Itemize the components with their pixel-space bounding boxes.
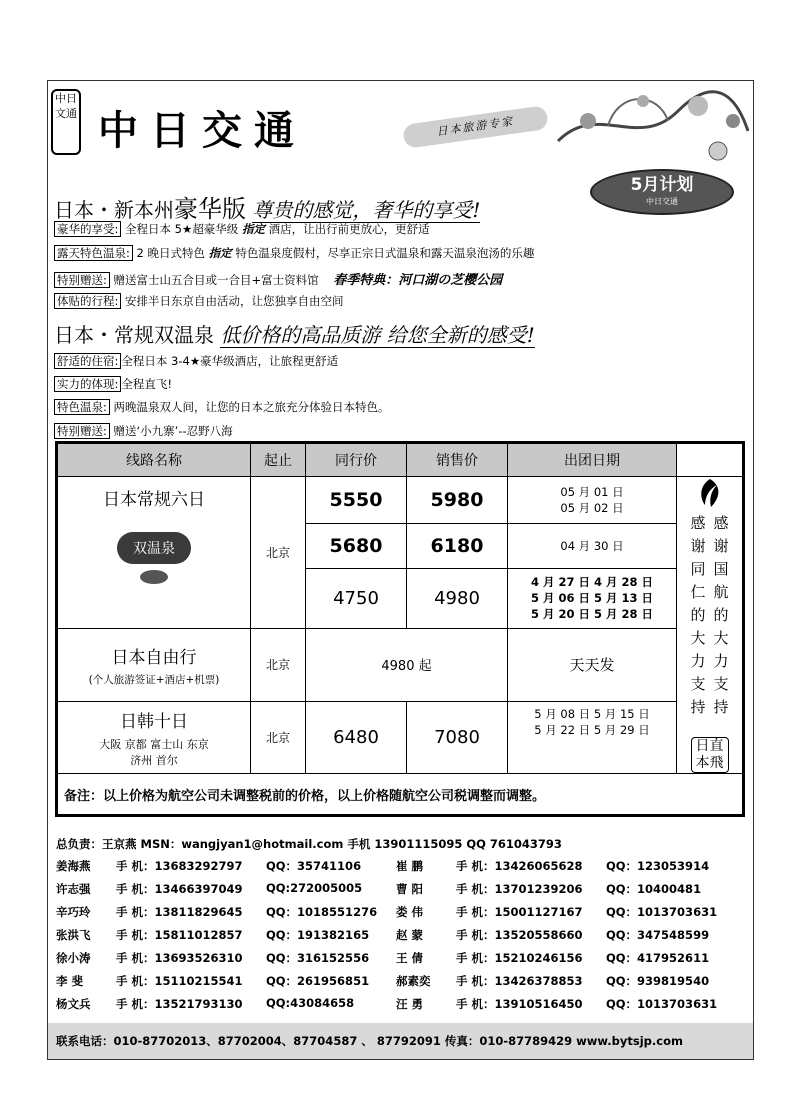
contact-field: 李 斐: [56, 974, 84, 988]
section2-row: [54, 423, 233, 439]
thanks-air-china: [714, 512, 729, 719]
contact-field: 手 机：13693526310: [116, 951, 243, 965]
row-emphasis: 指定: [208, 246, 232, 260]
side-char: 谢: [713, 537, 729, 555]
contact-row: [56, 996, 751, 1019]
contact-list: [56, 836, 751, 1019]
side-char: 大: [713, 629, 729, 647]
side-char: 力: [713, 652, 729, 670]
side-char: 力: [690, 652, 706, 670]
row-text: 2 晚日式特色: [136, 246, 209, 260]
section1-row: [54, 221, 430, 237]
contact-field: QQ：1018551276: [266, 905, 378, 919]
col-side: [677, 444, 743, 477]
section2-heading: [54, 319, 535, 348]
contact-row: [56, 927, 751, 950]
section1-slogan: 尊贵的感觉，奢华的享受!: [252, 198, 481, 222]
route2-cell: [58, 628, 251, 702]
contact-field: 郝素奕: [396, 974, 431, 988]
contact-field: 手 机：13683292797: [116, 859, 243, 873]
contact-field: 手 机：13701239206: [456, 882, 583, 896]
side-char: 大: [690, 629, 706, 647]
contact-field: 张洪飞: [56, 928, 91, 942]
row-label: 特别赠送:: [54, 423, 110, 439]
section1-row: [54, 269, 502, 288]
contact-field: QQ:43084658: [266, 996, 355, 1010]
brand-ribbon: 日本旅游专家: [402, 105, 549, 149]
contact-field: QQ：261956851: [266, 974, 370, 988]
table-row: [58, 628, 743, 702]
contact-field: QQ：1013703631: [606, 997, 718, 1011]
contact-field: 手 机：15001127167: [456, 905, 583, 919]
airline-brand-logo: 日直本飛: [691, 737, 729, 773]
contact-field: QQ：191382165: [266, 928, 370, 942]
side-char: 持: [713, 698, 729, 716]
route3-name: 日韩十日: [120, 712, 188, 733]
sale-price: 4980: [407, 569, 508, 628]
row-text: 全程日本 3-4★豪华级酒店，让旅程更舒适: [121, 354, 339, 368]
route1-name: 日本常规六日: [103, 490, 205, 510]
section2-row: [54, 376, 172, 392]
date-line: 05 月 02 日: [560, 501, 624, 516]
side-char: 航: [713, 583, 729, 601]
row-text: 全程日本 5★超豪华级: [125, 222, 242, 236]
contact-field: 王 倩: [396, 951, 424, 965]
contact-field: QQ:272005005: [266, 881, 363, 895]
row-label: 实力的体现:: [54, 376, 121, 392]
route1-city: 北京: [251, 477, 306, 629]
section1-title-big: 豪华版: [174, 195, 246, 223]
contact-field: 手 机：13520558660: [456, 928, 583, 942]
side-brand-mark: 中日文通: [51, 89, 81, 155]
row-text: 安排半日东京自由活动，让您独享自由空间: [125, 294, 344, 308]
date-line: 5 月 08 日 5 月 15 日: [534, 707, 650, 722]
col-route: 线路名称: [58, 444, 251, 477]
col-dates: 出团日期: [508, 444, 677, 477]
peer-price: 6480: [306, 702, 407, 774]
contact-manager: 总负责：王京燕 MSN：wangjyan1@hotmail.com 手机 13901115095 QQ 761043793: [56, 837, 562, 851]
contact-row: [56, 950, 751, 973]
contact-field: 手 机：13426065628: [456, 859, 583, 873]
contact-field: 曹 阳: [396, 882, 424, 896]
row-label: 特色温泉:: [54, 399, 110, 415]
contact-field: 姜海燕: [56, 859, 91, 873]
row-text: 特色温泉度假村，尽享正宗日式温泉和露天温泉泡汤的乐趣: [231, 246, 535, 260]
contact-field: 娄 伟: [396, 905, 424, 919]
contact-field: 崔 鹏: [396, 859, 424, 873]
row-text: 两晚温泉双人间，让您的日本之旅充分体验日本特色。: [109, 400, 390, 414]
floral-decoration-icon: [548, 81, 753, 171]
contact-field: QQ：10400481: [606, 882, 702, 896]
note-row: [58, 774, 743, 815]
side-char: 的: [713, 606, 729, 624]
route1-cell: [58, 477, 251, 629]
row-text: 赠送‘小九寨’--忍野八海: [109, 424, 233, 438]
dates-cell: [508, 477, 677, 524]
date-line: 05 月 01 日: [560, 485, 624, 500]
side-char: 同: [690, 560, 706, 578]
month-plan-badge: [590, 169, 734, 215]
contact-field: 杨文兵: [56, 997, 91, 1011]
date-line: 5 月 20 日 5 月 28 日: [530, 607, 654, 622]
route2-subtitle: (个人旅游签证+酒店+机票): [88, 673, 220, 686]
section1-row: [54, 245, 534, 261]
side-char: 持: [690, 698, 706, 716]
peer-price: 4750: [306, 569, 407, 628]
section2-row: [54, 353, 338, 369]
section1-title: 日本・新本州: [54, 198, 174, 222]
airline-thanks-cell: [677, 477, 743, 774]
contact-field: 手 机：13811829645: [116, 905, 243, 919]
thanks-colleagues: [690, 512, 705, 719]
section2-title: 日本・常规双温泉: [54, 323, 214, 347]
spring-special: 春季特典：河口湖の芝樱公园: [333, 273, 503, 288]
section1-row: [54, 293, 344, 309]
row-label: 豪华的享受:: [54, 221, 121, 237]
peer-price: 5550: [306, 477, 407, 524]
date-line: 4 月 27 日 4 月 28 日: [530, 575, 654, 590]
contact-field: 徐小涛: [56, 951, 91, 965]
dates-cell: [508, 569, 677, 628]
route2-dates: 天天发: [508, 628, 677, 702]
row-text: 全程直飞!: [121, 377, 172, 391]
brand-title: 中日交通: [98, 108, 306, 154]
contact-field: 手 机：15811012857: [116, 928, 243, 942]
contact-field: QQ：316152556: [266, 951, 370, 965]
contact-field: QQ：1013703631: [606, 905, 718, 919]
row-text: 酒店，让出行前更放心，更舒适: [264, 222, 430, 236]
side-char: 支: [690, 675, 706, 693]
contact-field: QQ：347548599: [606, 928, 710, 942]
sale-price: 6180: [407, 524, 508, 569]
table-row: [58, 477, 743, 524]
contact-field: QQ：123053914: [606, 859, 710, 873]
contact-field: 手 机：15110215541: [116, 974, 243, 988]
dates-cell: [508, 702, 677, 774]
contact-field: 手 机：13910516450: [456, 997, 583, 1011]
route3-cities: 大阪 京都 富士山 东京: [99, 738, 209, 752]
date-line: 5 月 06 日 5 月 13 日: [530, 591, 654, 606]
dates-cell: [508, 524, 677, 569]
badge-title: 5月计划: [630, 175, 694, 195]
date-line: 04 月 30 日: [560, 539, 624, 554]
contact-field: 许志强: [56, 882, 91, 896]
contact-row: [56, 881, 751, 904]
section2-slogan: 低价格的高品质游 给您全新的感受!: [220, 323, 535, 347]
section2-row: [54, 399, 390, 415]
route2-city: 北京: [251, 628, 306, 702]
price-note: 备注：以上价格为航空公司未调整税前的价格，以上价格随航空公司税调整而调整。: [58, 774, 743, 815]
col-sale-price: 销售价: [407, 444, 508, 477]
contact-field: 汪 勇: [396, 997, 424, 1011]
side-char: 感: [690, 514, 706, 532]
table-header-row: [58, 444, 743, 477]
air-china-logo-icon: [695, 477, 725, 509]
flyer: [47, 80, 754, 1060]
contact-field: 手 机：13426378853: [456, 974, 583, 988]
cloud-icon: [140, 570, 168, 584]
badge-subtitle: 中日交通: [646, 197, 678, 206]
peer-price: 5680: [306, 524, 407, 569]
contact-field: 辛巧玲: [56, 905, 91, 919]
price-table: [55, 441, 745, 817]
section1-heading: [54, 189, 480, 224]
route3-cities: 济州 首尔: [130, 754, 178, 768]
side-char: 的: [690, 606, 706, 624]
contact-field: QQ：939819540: [606, 974, 710, 988]
route3-city: 北京: [251, 702, 306, 774]
row-label: 露天特色温泉:: [54, 245, 133, 261]
row-label: 体贴的行程:: [54, 293, 121, 309]
date-line: 5 月 22 日 5 月 29 日: [534, 723, 650, 738]
route2-name: 日本自由行: [111, 647, 197, 668]
side-char: 国: [713, 560, 729, 578]
row-label: 舒适的住宿:: [54, 353, 121, 369]
row-label: 特别赠送:: [54, 272, 110, 288]
contact-row: [56, 858, 751, 881]
contact-field: 赵 蒙: [396, 928, 424, 942]
sale-price: 7080: [407, 702, 508, 774]
contact-field: QQ：35741106: [266, 859, 362, 873]
route2-price: 4980 起: [306, 628, 508, 702]
side-char: 支: [713, 675, 729, 693]
row-text: 赠送富士山五合目或一合目+富士资料馆: [113, 273, 319, 287]
side-char: 谢: [690, 537, 706, 555]
sale-price: 5980: [407, 477, 508, 524]
contact-field: 手 机：13521793130: [116, 997, 243, 1011]
col-depart: 起止: [251, 444, 306, 477]
contact-row: [56, 904, 751, 927]
side-char: 感: [713, 514, 729, 532]
side-char: 仁: [690, 583, 706, 601]
contact-field: 手 机：15210246156: [456, 951, 583, 965]
contact-field: QQ：417952611: [606, 951, 710, 965]
row-emphasis: 指定: [241, 222, 265, 236]
table-row: [58, 702, 743, 774]
hot-spring-tag: 双温泉: [117, 532, 191, 564]
footer-contact: 联系电话：010-87702013、87702004、87704587 、 87792091 传真：010-87789429 www.bytsjp.com: [48, 1023, 753, 1059]
contact-field: 手 机：13466397049: [116, 882, 243, 896]
contact-row: [56, 973, 751, 996]
route3-cell: [58, 702, 251, 774]
col-peer-price: 同行价: [306, 444, 407, 477]
